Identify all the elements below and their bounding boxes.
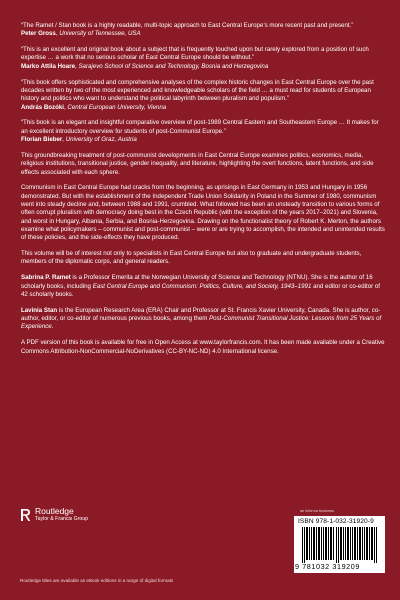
review: “This book is an elegant and insightful comparative overview of post-1989 Central Eastern and Southeastern Europe … It makes for an excellent introductory overview for students of post-Communist Europe.” Florian Bieber, University of Graz, Austria <box>21 119 379 144</box>
review: “This is an excellent and original book about a subject that is frequently touched upon but rarely explored from a position of such expertise … a work that no serious scholar of East Central Europe should be without.” Marko Attila Hoare, Sarajevo School of Science and Technology, Bosnia and Herzegovina <box>21 46 369 70</box>
reviewer-name: Marko Attila Hoare <box>21 62 76 70</box>
book-title: East Central Europe and Communism: Politics, Culture, and Society, 1943–1991 <box>92 282 312 290</box>
reviewer-name: Florian Bieber <box>21 136 63 144</box>
publisher-group: Taylor & Francis Group <box>35 516 89 522</box>
informa-brand: an informa business <box>300 509 334 513</box>
book-title: Post-Communist Transitional Justice: Lessons from 25 Years of Experience <box>21 315 382 331</box>
description-paragraph: This groundbreaking treatment of post-communist developments in East Central Europe examines politics, economics, media, religious institutions, transitional justice, gender inequality, and literature, highlighting the overt functions, latent functions, and side effects associated with each sphere. <box>21 151 374 176</box>
back-cover-text <box>21 22 385 363</box>
publisher-name: Routledge <box>35 506 74 516</box>
review-quote: “This is an excellent and original book about a subject that is frequently touched upon but rarely explored from a position of such expertise … a work that no serious scholar of East Central Europe should be without.” <box>21 46 369 62</box>
isbn-barcode-box <box>294 516 385 573</box>
author-bio: Lavinia Stan is the European Research Area (ERA) Chair and Professor at St. Francis Xavier University, Canada. She is author, co-author, editor, or co-editor of numerous previous books, among them Post-Communist Transitional Justice: Lessons from 25 Years of Experience. <box>21 306 382 331</box>
ebook-footnote: Routledge titles are available as eBook editions in a range of digital formats <box>20 578 174 583</box>
author-name: Sabrina P. Ramet <box>21 274 71 282</box>
author-bio: Sabrina P. Ramet is a Professor Emerita at the Norwegian University of Science and Technology (NTNU). She is the author of 16 scholarly books, including East Central Europe and Communism: Politics, Culture, and Society, 1943–1991 and editor or co-editor of 42 scholarly books. <box>21 274 380 298</box>
barcode-icon <box>302 527 378 563</box>
reviews-section <box>21 22 385 144</box>
review: “This book offers sophisticated and comprehensive analyses of the complex historic changes in East Central Europe over the past decades written by two of the most experienced and knowledgeable scholars of the field … a must read for students of European history and politics who want to understand the political labyrinth between pluralism and populism.” András Bozóki, Central European University, Vienna <box>21 78 374 111</box>
description-paragraph: Communism in East Central Europe had cracks from the beginning, as uprisings in East Germany in 1953 and Hungary in 1956 demonstrated. But with the establishment of the Independent Trade Union Solidarity in Poland in the Summer of 1980, communism went into steady decline and, between 1988 and 1991, crumbled. What followed has been an unsteady transition to various forms of often corrupt pluralism with democracy doing best in the Czech Republic (with the exception of the years 2017–2021) and Slovenia, and worst in Hungary, Albania, Serbia, and Bosnia-Herzegovina. Drawing on the functionalist theory of Robert K. Merton, the authors examine what policymakers – communist and post-communist – were or are trying to accomplish, the intended and unintended results of these policies, and the side-effects they have produced. <box>21 184 385 242</box>
publisher-logo <box>20 507 88 523</box>
reviewer-affiliation: University of Graz, Austria <box>65 136 137 144</box>
reviewer-affiliation: Sarajevo School of Science and Technology, Bosnia and Herzegovina <box>78 62 269 70</box>
reviewer-affiliation: Central European University, Vienna <box>67 103 167 111</box>
isbn-label: ISBN 978-1-032-31920-9 <box>298 518 374 525</box>
author-name: Lavinia Stan <box>21 306 58 314</box>
open-access-note: A PDF version of this book is available for free in Open Access at www.taylorfrancis.com. It has been made available under a Creative Commons Attribution-NonCommercial-NoDerivatives (CC-BY-NC-ND) 4.0 International license. <box>21 339 385 355</box>
reviewer-name: András Bozóki <box>21 103 64 111</box>
review-quote: “The Ramet / Stan book is a highly readable, multi-topic approach to East Central Europe’s more recent past and present.” <box>21 22 354 29</box>
review-quote: “This book is an elegant and insightful comparative overview of post-1989 Central Eastern and Southeastern Europe … It makes for an excellent introductory overview for students of post-Communist Europe.” <box>21 119 379 135</box>
description-paragraph: This volume will be of interest not only to specialists in East Central Europe but also to graduate and undergraduate students, members of the diplomatic corps, and general readers. <box>21 250 362 266</box>
review: “The Ramet / Stan book is a highly readable, multi-topic approach to East Central Europe’s more recent past and present.” Peter Gross, University of Tennessee, USA <box>21 22 354 38</box>
isbn-digits: 9 781032 319209 <box>295 562 360 571</box>
routledge-r-icon <box>20 508 31 522</box>
reviewer-name: Peter Gross <box>21 30 56 38</box>
review-quote: “This book offers sophisticated and comprehensive analyses of the complex historic changes in East Central Europe over the past decades written by two of the most experienced and knowledgeable scholars of the field … a must read for students of European history and politics who want to understand the political labyrinth between pluralism and populism.” <box>21 78 374 103</box>
reviewer-affiliation: University of Tennessee, USA <box>59 30 141 38</box>
